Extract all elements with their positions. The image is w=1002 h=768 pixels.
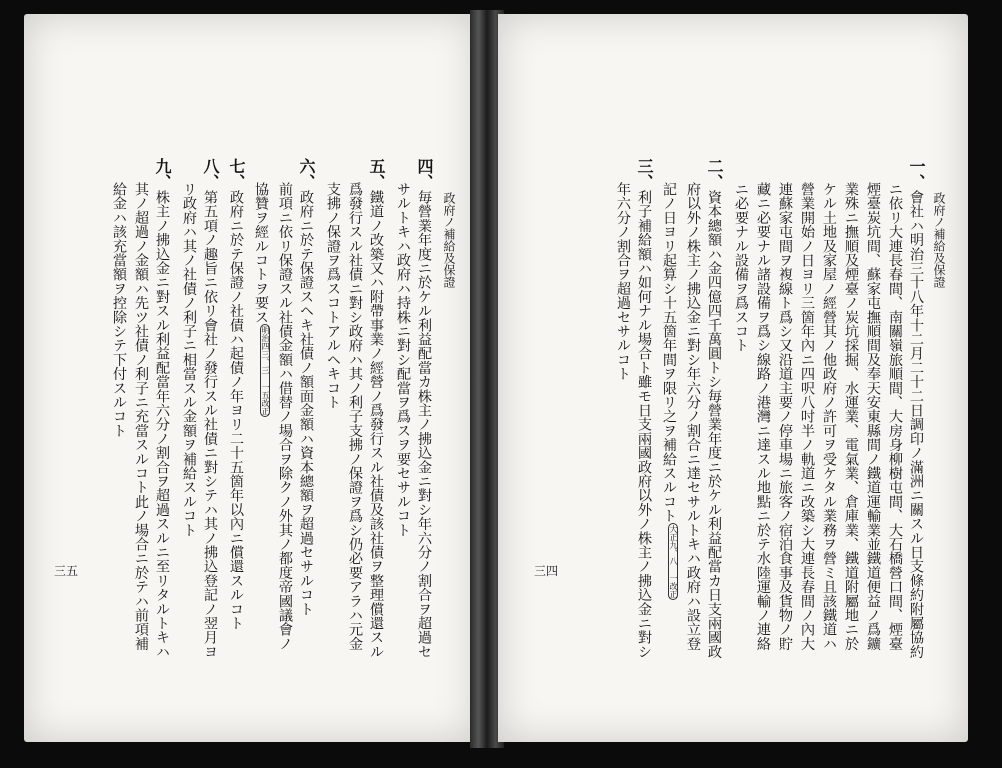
text-line: ケル土地及家屋ノ經營其ノ他政府ノ許可ヲ受ケタル業務ヲ營ミ且該鐵道ハ xyxy=(821,182,837,651)
text-line: ニ依リ大連長春間、南關嶺旅順間、大房身柳樹屯間、大石橋營口間、煙臺 xyxy=(887,182,903,651)
amendment-note: 明治四三、三 一五改正 xyxy=(261,326,270,415)
text-line: 藏ニ必要ナル諸設備ヲ爲シ線路ノ港灣ニ達スル地點ニ於テ水陸運輸ノ連絡 xyxy=(755,182,771,651)
text-line: ニ必要ナル設備ヲ爲スコト xyxy=(733,182,749,353)
text-line: 支拂ノ保證ヲ爲スコトアルヘキコト xyxy=(325,182,341,410)
item-number: 八、第五項ノ趣旨ニ依リ會社ノ發行スル社債ニ對シテハ其ノ拂込登記ノ翌月ヨ xyxy=(201,158,220,659)
item-number: 三、利子補給額ハ如何ナル場合ト雖モ日支兩國政府以外ノ株主ノ拂込金ニ對シ xyxy=(635,158,654,659)
text-line: 業殊ニ撫順及煙臺ノ炭坑採掘、水運業、電氣業、倉庫業、鐵道附屬地ニ於 xyxy=(843,182,859,651)
running-head: 政府ノ補給及保證 xyxy=(932,192,946,288)
item-number: 四、毎營業年度ニ於ケル利益配當カ株主ノ拂込金ニ對シ年六分ノ割合ヲ超過セ xyxy=(415,158,434,659)
text-line: 營業開始ノ日ヨリ三箇年內ニ四呎八吋半ノ軌道ニ改築シ大連長春間ノ內大 xyxy=(799,182,815,651)
item-number: 七、政府ニ於テ保證ノ社債ハ起債ノ年ヨリ二十五箇年以內ニ償還スルコト xyxy=(227,158,246,631)
text-line: 其ノ超過ノ金額ハ先ツ社債ノ利子ニ充當スルコト此ノ場合ニ於テハ前項補 xyxy=(133,182,149,651)
running-head: 政府ノ補給及保證 xyxy=(442,192,456,288)
text-line: 前項ニ依リ保證スル社債金額ハ借替ノ場合ヲ除クノ外其ノ都度帝國議會ノ xyxy=(277,182,293,651)
text-line: 連蘇家屯間ヲ複線ト爲シ又沿道主要ノ停車場ニ旅客ノ宿泊食事及貨物ノ貯 xyxy=(777,182,793,651)
text-line: リ政府ハ其ノ社債ノ利子ニ相當スル金額ヲ補給スルコト xyxy=(181,182,197,537)
text-line: 煙臺炭坑間、蘇家屯撫順間及奉天安東縣間ノ鐵道運輸業並鐵道便益ノ爲鑛 xyxy=(865,182,881,651)
item-number: 一、會社ハ明治三十八年十二月二十二日調印ノ滿洲ニ關スル日支條約附屬協約 xyxy=(907,158,926,659)
left-page xyxy=(24,14,476,742)
item-number: 九、株主ノ拂込金ニ對スル利益配當年六分ノ割合ヲ超過スルニ至リタルトキハ xyxy=(153,158,172,659)
page-number: 三四 xyxy=(534,564,559,578)
text-line: サルトキハ政府ハ持株ニ對シ配當ヲ爲スヲ要セサルコト xyxy=(395,182,411,537)
item-number: 二、資本總額ハ金四億四千萬圓トシ毎營業年度ニ於ケル利益配當カ日支兩國政 xyxy=(705,158,724,659)
right-page xyxy=(498,14,968,742)
text-line: 爲發行スル社債ニ對シ政府ハ其ノ利子支拂ノ保證ヲ爲シ仍必要アラハ元金 xyxy=(347,182,363,651)
text-line: 年六分ノ割合ヲ超過セサルコト xyxy=(615,182,631,381)
page-number: 三五 xyxy=(54,564,79,578)
text-line: 府以外ノ株主ノ拂込金ニ對シ年六分ノ割合ニ達セサルトキハ政府ハ設立登 xyxy=(685,182,701,651)
text-line: 記ノ日ヨリ起算シ十五箇年間ヲ限リ之ヲ補給スルコト大正九、八 一改正 xyxy=(661,182,678,598)
text-line: 給金ハ該充當額ヲ控除シテ下付スルコト xyxy=(111,182,127,438)
item-number: 五、鐵道ノ改築又ハ附帶事業ノ經營ノ爲發行スル社債及該社債ヲ整理償還スル xyxy=(367,158,386,659)
text-line: 協贊ヲ經ルコトヲ要ス明治四三、三 一五改正 xyxy=(253,182,270,415)
amendment-note: 大正九、八 一改正 xyxy=(669,524,678,598)
item-number: 六、政府ニ於テ保證スヘキ社債ノ額面金額ハ資本總額ヲ超過セサルコト xyxy=(297,158,316,616)
